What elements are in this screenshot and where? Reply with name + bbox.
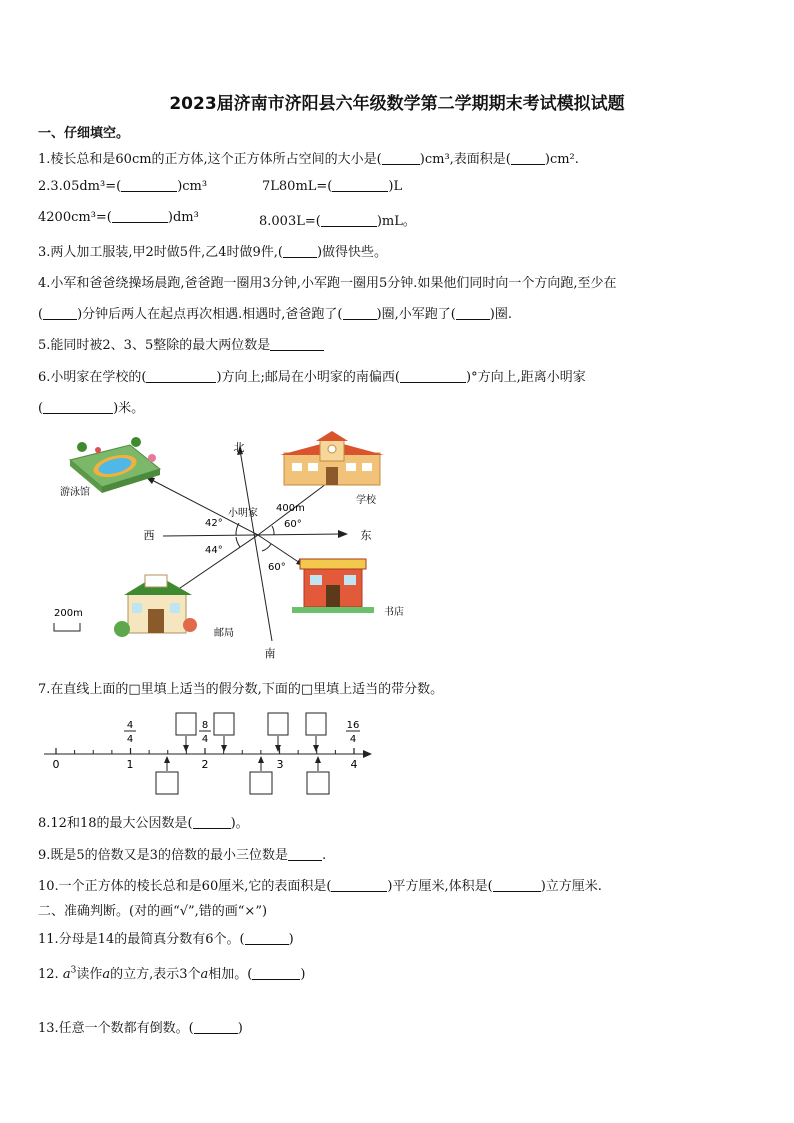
answer-blank[interactable] [400, 370, 466, 383]
angle-arc-60b [262, 544, 271, 551]
answer-blank[interactable] [270, 338, 324, 351]
tick-label-1: 1 [126, 758, 134, 771]
pointer-arrow-icon [313, 745, 319, 752]
tick-label-2: 2 [201, 758, 209, 771]
swimming-pool-icon [70, 437, 160, 493]
angle-arc-60a [272, 526, 274, 535]
math-var: a [102, 967, 111, 982]
mixed-number-box[interactable] [250, 772, 272, 794]
label-post-office: 邮局 [214, 628, 234, 639]
label-angle-44: 44° [205, 545, 223, 556]
question-8: 8.12和18的最大公因数是( )。 [38, 816, 249, 831]
question-4-line1: 4.小军和爸爸绕操场晨跑,爸爸跑一圈用3分钟,小军跑一圈用5分钟.如果他们同时向一个方向跑,至少在 [38, 276, 617, 291]
question-3: 3.两人加工服装,甲2时做5件,乙4时做9件,( )做得快些。 [38, 245, 388, 260]
post-office-icon [114, 575, 197, 637]
angle-arc-44 [236, 537, 240, 547]
question-1: 1.棱长总和是60cm的正方体,这个正方体所占空间的大小是( )cm³,表面积是( )cm². [38, 152, 579, 167]
label-distance: 400m [276, 503, 305, 514]
school-icon [280, 431, 384, 485]
svg-text:8: 8 [201, 720, 209, 731]
question-4-line2: ( )分钟后两人在起点再次相遇.相遇时,爸爸跑了( )圈,小军跑了( )圈. [38, 307, 512, 322]
answer-blank[interactable] [511, 152, 545, 165]
label-east: 东 [360, 529, 372, 542]
fraction-4-over-4 [124, 720, 136, 745]
svg-text:16: 16 [346, 720, 360, 731]
question-2a-part2: 7L80mL=( )L [262, 179, 403, 194]
label-angle-60a: 60° [284, 519, 302, 530]
improper-fraction-box[interactable] [176, 713, 196, 735]
question-5: 5.能同时被2、3、5整除的最大两位数是 [38, 334, 324, 353]
question-13: 13.任意一个数都有倒数。( ) [38, 1021, 243, 1036]
fraction-16-over-4 [346, 720, 360, 745]
math-var: a [200, 967, 209, 982]
answer-blank[interactable] [331, 879, 387, 892]
ray-pool [150, 479, 258, 535]
question-7: 7.在直线上面的□里填上适当的假分数,下面的□里填上适当的带分数。 [38, 682, 444, 697]
answer-blank[interactable] [245, 932, 289, 945]
question-6-line2: ( )米。 [38, 401, 145, 416]
label-angle-42: 42° [205, 518, 223, 529]
improper-fraction-box[interactable] [306, 713, 326, 735]
question-11: 11.分母是14的最简真分数有6个。( ) [38, 932, 294, 947]
scale-bar [54, 623, 80, 631]
svg-text:4: 4 [126, 720, 134, 731]
question-6-line1: 6.小明家在学校的( )方向上;邮局在小明家的南偏西( )°方向上,距离小明家 [38, 370, 586, 385]
answer-blank[interactable] [321, 214, 377, 227]
svg-text:4: 4 [349, 734, 357, 745]
math-exponent: 3 [70, 965, 77, 976]
pointer-arrow-icon [183, 745, 189, 752]
answer-blank[interactable] [288, 848, 322, 861]
improper-fraction-box[interactable] [214, 713, 234, 735]
section-heading-judge: 二、准确判断。(对的画“√”,错的画“×”) [38, 904, 268, 919]
tick-label-4: 4 [350, 758, 358, 771]
fraction-8-over-4 [199, 720, 211, 745]
question-2b-part2: 8.003L=( )mL。 [259, 214, 416, 229]
answer-blank[interactable] [343, 307, 377, 320]
direction-map [0, 425, 794, 665]
mixed-number-box[interactable] [156, 772, 178, 794]
mixed-number-box[interactable] [307, 772, 329, 794]
pointer-arrow-icon [221, 745, 227, 752]
north-south-axis [240, 450, 272, 641]
number-line [0, 705, 794, 800]
math-var: a [62, 967, 71, 982]
question-10: 10.一个正方体的棱长总和是60厘米,它的表面积是( )平方厘米,体积是( )立方厘米. [38, 879, 602, 894]
answer-blank[interactable] [332, 179, 388, 192]
label-north: 北 [233, 441, 245, 454]
label-pool: 游泳馆 [60, 487, 90, 498]
label-south: 南 [264, 647, 276, 660]
answer-blank[interactable] [252, 967, 300, 980]
answer-blank[interactable] [456, 307, 490, 320]
svg-text:4: 4 [201, 734, 209, 745]
section-heading-fill-blanks: 一、仔细填空。 [38, 126, 130, 141]
improper-fraction-box[interactable] [268, 713, 288, 735]
answer-blank[interactable] [283, 245, 317, 258]
answer-blank[interactable] [493, 879, 541, 892]
pointer-arrow-icon [164, 756, 170, 763]
answer-blank[interactable] [193, 816, 231, 829]
answer-blank[interactable] [194, 1021, 238, 1034]
scale-label: 200m [54, 608, 83, 619]
page-title: 2023届济南市济阳县六年级数学第二学期期末考试模拟试题 [169, 94, 625, 114]
svg-text:4: 4 [126, 734, 134, 745]
answer-blank[interactable] [43, 307, 77, 320]
label-bookstore: 书店 [384, 607, 404, 618]
label-angle-60b: 60° [268, 562, 286, 573]
bookstore-icon [292, 559, 374, 613]
answer-blank[interactable] [382, 152, 420, 165]
answer-blank[interactable] [146, 370, 216, 383]
tick-label-0: 0 [52, 758, 60, 771]
question-12: 12. $a^3$读作a的立方,表示3个a相加。( ) [38, 965, 306, 982]
answer-blank[interactable] [121, 179, 177, 192]
pointer-arrow-icon [315, 756, 321, 763]
label-west: 西 [143, 529, 155, 542]
tick-label-3: 3 [276, 758, 284, 771]
label-center: 小明家 [228, 508, 258, 519]
pointer-arrow-icon [258, 756, 264, 763]
ray-bookstore [258, 535, 300, 563]
answer-blank[interactable] [112, 210, 168, 223]
question-2b: 4200cm³=( )dm³ [38, 210, 199, 225]
number-line-arrow-icon [363, 750, 372, 758]
label-school: 学校 [356, 495, 376, 506]
answer-blank[interactable] [43, 401, 113, 414]
question-9: 9.既是5的倍数又是3的倍数的最小三位数是 . [38, 848, 327, 863]
west-east-axis [163, 534, 342, 536]
east-arrow-icon [338, 530, 348, 538]
question-2a: 2.3.05dm³=( )cm³ [38, 179, 208, 194]
